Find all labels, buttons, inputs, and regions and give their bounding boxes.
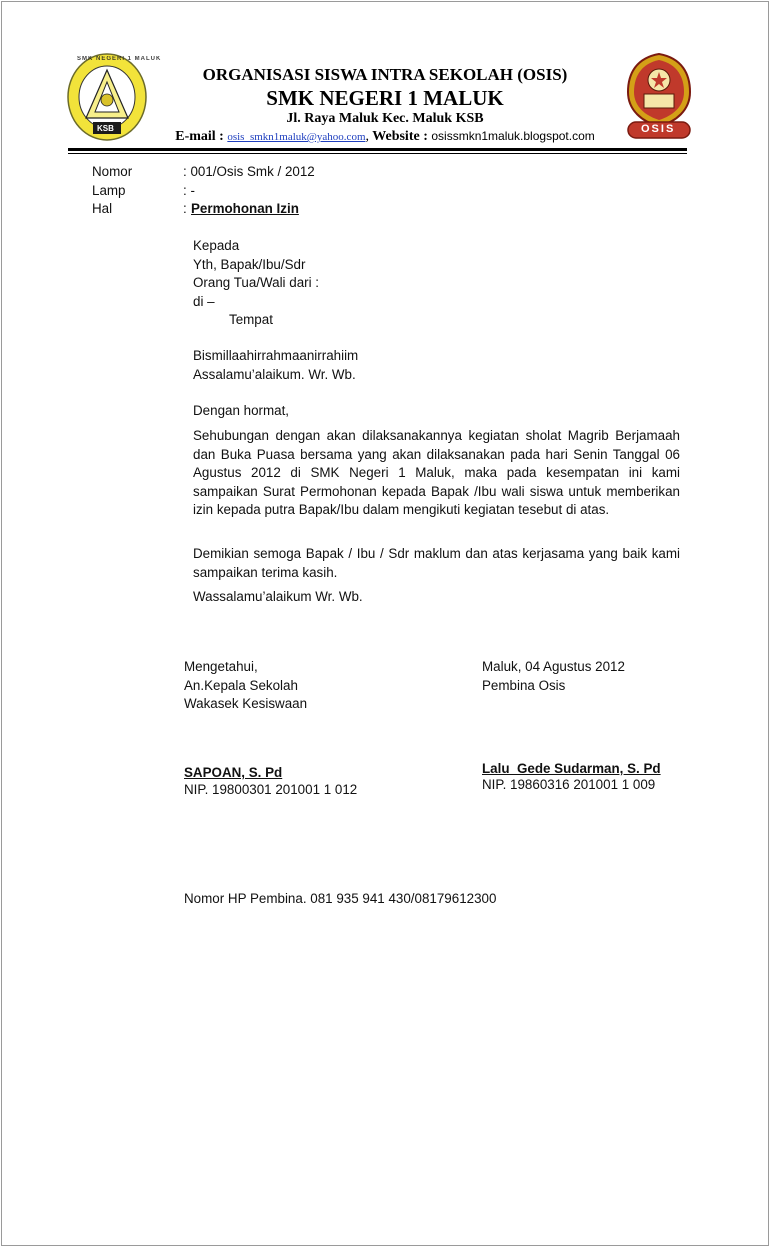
right-logo-text: OSIS (641, 123, 676, 135)
left-sign-line-2: An.Kepala Sekolah (184, 678, 298, 693)
right-sign-line-2: Pembina Osis (482, 678, 566, 693)
header-rule-thin (68, 153, 687, 154)
school-address: Jl. Raya Maluk Kec. Maluk KSB (286, 111, 484, 126)
email-link[interactable]: osis_smkn1maluk@yahoo.com (227, 131, 366, 143)
lamp-label: Lamp (92, 183, 126, 198)
recipient-line-1: Kepada (193, 238, 240, 253)
recipient-line-3: Orang Tua/Wali dari : (193, 275, 320, 290)
pembina-phone: Nomor HP Pembina. 081 935 941 430/08179612300 (184, 891, 497, 906)
left-sign-line-1: Mengetahui, (184, 659, 258, 674)
right-signatory-name: Lalu Gede Sudarman, S. Pd (482, 761, 661, 776)
greeting: Dengan hormat, (193, 403, 290, 418)
recipient-line-2: Yth, Bapak/Ibu/Sdr (193, 257, 306, 272)
left-logo-sub: KSB (97, 124, 114, 133)
salam: Assalamu’alaikum. Wr. Wb. (193, 367, 356, 382)
body-paragraph-1: Sehubungan dengan akan dilaksanakannya kegiatan sholat Magrib Berjamaah dan Buka Puasa bersama yang akan dilaksanakan pada hari Senin Tanggal 06 Agustus 2012 di SMK Negeri 1 Maluk, maka pada kesempatan ini kami sampaikan Surat Permohonan kepada Bapak /Ibu wali siswa untuk memberikan izin kepada putra Bapak/Ibu dalam mengikuti kegiatan tesebut di atas. (193, 428, 680, 517)
recipient-line-4: di – (193, 294, 215, 309)
org-name: ORGANISASI SISWA INTRA SEKOLAH (OSIS) (202, 65, 568, 84)
left-logo-text: SMK NEGERI 1 MALUK (77, 56, 162, 62)
header-rule-thick (68, 148, 687, 151)
hal-value: Permohonan Izin (191, 201, 299, 216)
hal-label: Hal (92, 201, 113, 216)
lamp-value: : - (183, 183, 195, 198)
contact-line: E-mail : osis_smkn1maluk@yahoo.com, Website : osissmkn1maluk.blogspot.com (175, 129, 595, 144)
nomor-label: Nomor (92, 164, 133, 179)
email-label: E-mail : (175, 129, 224, 144)
right-signatory-nip: NIP. 19860316 201001 1 009 (482, 777, 656, 792)
body-paragraph-2: Demikian semoga Bapak / Ibu / Sdr maklum dan atas kerjasama yang baik kami sampaikan terima kasih. (193, 546, 680, 580)
nomor-value: : 001/Osis Smk / 2012 (183, 164, 315, 179)
basmalah: Bismillaahirrahmaanirrahiim (193, 348, 359, 363)
right-sign-line-1: Maluk, 04 Agustus 2012 (482, 659, 625, 674)
website-value: osissmkn1maluk.blogspot.com (431, 129, 595, 143)
recipient-line-5: Tempat (229, 312, 273, 327)
website-label: Website : (372, 129, 428, 144)
left-signatory-nip: NIP. 19800301 201001 1 012 (184, 782, 358, 797)
hal-colon: : (183, 201, 187, 216)
left-sign-line-3: Wakasek Kesiswaan (184, 696, 308, 711)
school-name: SMK NEGERI 1 MALUK (266, 86, 504, 110)
left-signatory-name: SAPOAN, S. Pd (184, 765, 283, 780)
closing-salam: Wassalamu’alaikum Wr. Wb. (193, 589, 363, 604)
